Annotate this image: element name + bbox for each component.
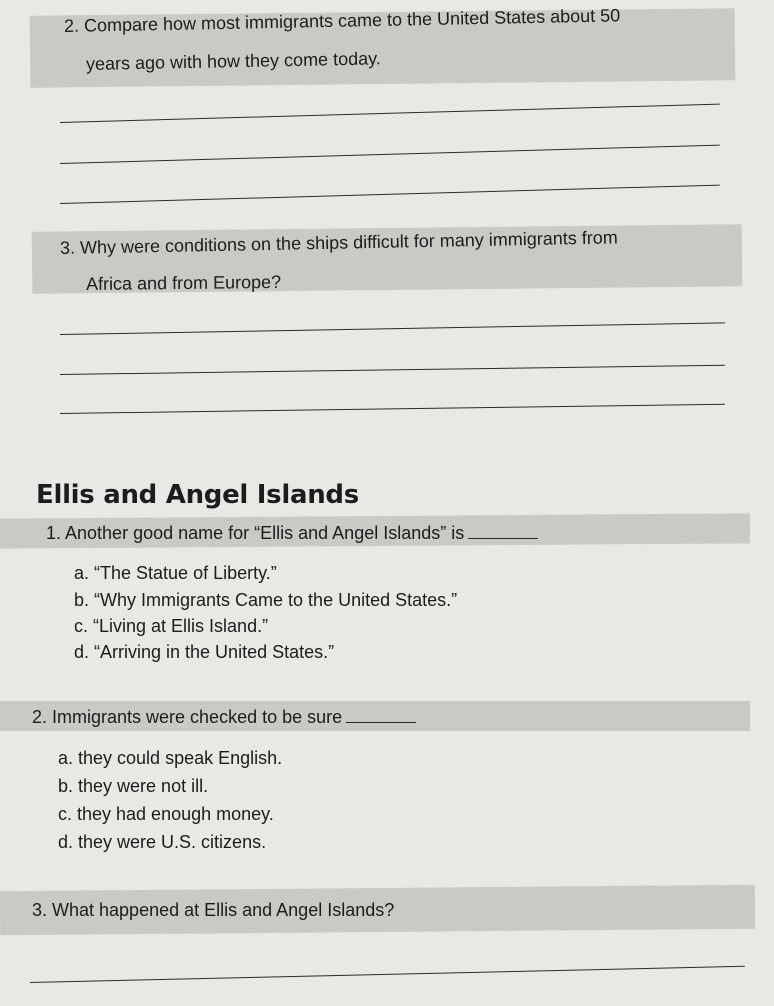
section-question-1-prompt: 1. Another good name for “Ellis and Angel Islands” is: [46, 523, 465, 543]
answer-line[interactable]: [60, 404, 725, 414]
option-a[interactable]: a. they could speak English.: [58, 748, 283, 768]
question-3-line-2: Africa and from Europe?: [85, 271, 282, 294]
option-a[interactable]: a. “The Statue of Liberty.”: [74, 563, 277, 583]
answer-line[interactable]: [60, 322, 725, 335]
answer-line[interactable]: [60, 185, 720, 204]
answer-blank[interactable]: [346, 708, 416, 723]
section-question-2: [32, 705, 416, 729]
section-question-2-prompt: 2. Immigrants were checked to be sure: [32, 707, 343, 727]
answer-blank[interactable]: [468, 524, 538, 539]
option-b[interactable]: b. they were not ill.: [58, 776, 209, 796]
answer-line[interactable]: [60, 104, 720, 123]
question-3-line-1: 3. Why were conditions on the ships difficult for many immigrants from: [59, 227, 618, 258]
option-d[interactable]: d. “Arriving in the United States.”: [74, 642, 335, 662]
option-c[interactable]: c. they had enough money.: [58, 804, 274, 824]
option-d[interactable]: d. they were U.S. citizens.: [58, 832, 267, 852]
section-question-1: [46, 521, 538, 545]
question-2-line-2: years ago with how they come today.: [85, 48, 381, 74]
answer-line[interactable]: [60, 145, 720, 164]
section-question-3: 3. What happened at Ellis and Angel Islands?: [32, 900, 395, 920]
section-title: Ellis and Angel Islands: [36, 480, 359, 510]
answer-line[interactable]: [30, 966, 745, 983]
question-2-line-1: 2. Compare how most immigrants came to the United States about 50: [63, 5, 621, 36]
answer-line[interactable]: [60, 365, 725, 375]
option-c[interactable]: c. “Living at Ellis Island.”: [74, 616, 269, 636]
option-b[interactable]: b. “Why Immigrants Came to the United States.”: [74, 590, 458, 610]
